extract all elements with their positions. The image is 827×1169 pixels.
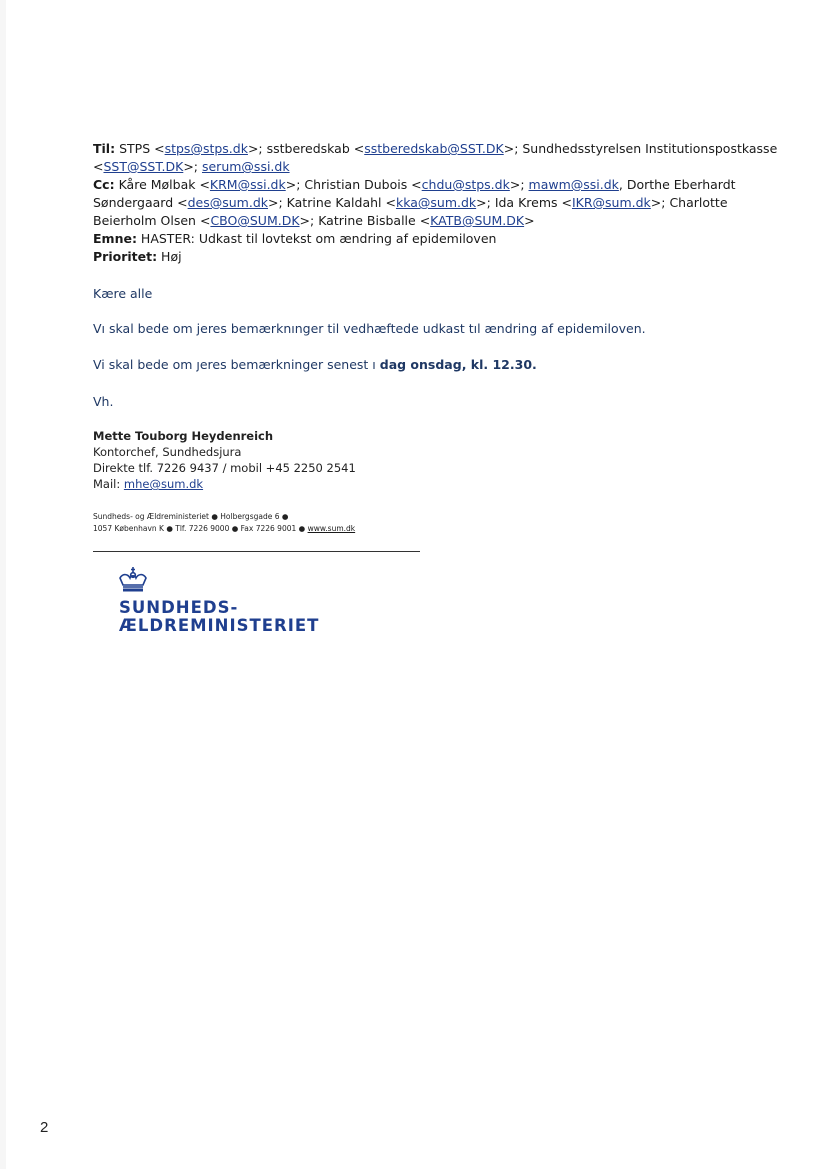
- cc-text: >; Katrine Bisballe <: [299, 213, 431, 228]
- to-email-link[interactable]: SST@SST.DK: [103, 159, 184, 174]
- cc-text: >: [524, 213, 535, 228]
- crown-icon: [117, 566, 149, 594]
- page-number: 2: [40, 1119, 49, 1136]
- cc-line-1: [93, 176, 793, 194]
- to-email-link[interactable]: serum@ssi.dk: [201, 159, 290, 174]
- cc-text: >; Ida Krems <: [476, 195, 572, 210]
- signature-email-link[interactable]: mhe@sum.dk: [123, 477, 204, 491]
- logo-text-line-1: SUNDHEDS-: [119, 598, 239, 617]
- cc-line-2: [93, 194, 793, 212]
- to-line-1: [93, 140, 793, 158]
- to-text: >;: [183, 159, 202, 174]
- to-email-link[interactable]: sstberedskab@SST.DK: [364, 141, 504, 156]
- cc-text: Beierholm Olsen <: [93, 213, 211, 228]
- body-paragraph-2: [93, 356, 537, 374]
- cc-text: Søndergaard <: [93, 195, 188, 210]
- to-email-link[interactable]: stps@stps.dk: [164, 141, 248, 156]
- subject-label: Emne:: [93, 231, 137, 246]
- cc-line-3: [93, 212, 793, 230]
- cc-email-link[interactable]: mawm@ssi.dk: [528, 177, 619, 192]
- to-line-2: [93, 158, 793, 176]
- address-text: 1057 København K ● Tlf. 7226 9000 ● Fax 7226 9001 ●: [93, 524, 308, 533]
- to-text: <: [93, 159, 104, 174]
- deadline-text: dag onsdag, kl. 12.30.: [379, 357, 537, 372]
- to-text: >; sstberedskab <: [247, 141, 365, 156]
- cc-text: Kåre Mølbak <: [114, 177, 210, 192]
- subject-line: [93, 230, 793, 248]
- body-paragraph-1: Vı skal bede om jeres bemærknınger til vedhæftede udkast tıl ændring af epidemiloven.: [93, 321, 646, 336]
- cc-email-link[interactable]: CBO@SUM.DK: [210, 213, 300, 228]
- address-line-1: Sundheds- og Ældreministeriet ● Holbergsgade 6 ●: [93, 512, 289, 521]
- signature-phone: Direkte tlf. 7226 9437 / mobil +45 2250 2541: [93, 461, 356, 475]
- cc-label: Cc:: [93, 177, 115, 192]
- logo-text-line-2: ÆLDREMINISTERIET: [119, 616, 320, 635]
- cc-email-link[interactable]: IKR@sum.dk: [571, 195, 651, 210]
- to-label: Til:: [93, 141, 116, 156]
- cc-text: , Dorthe Eberhardt: [618, 177, 736, 192]
- to-text: >; Sundhedsstyrelsen Institutionspostkasse: [503, 141, 778, 156]
- greeting: Kære alle: [93, 286, 153, 301]
- signature-mail: [93, 476, 203, 492]
- cc-email-link[interactable]: KATB@SUM.DK: [430, 213, 525, 228]
- cc-text: >; Charlotte: [650, 195, 728, 210]
- closing: Vh.: [93, 394, 114, 409]
- priority-text: Høj: [157, 249, 182, 264]
- subject-text: HASTER: Udkast til lovtekst om ændring af epidemiloven: [136, 231, 497, 246]
- mail-label: Mail:: [93, 477, 124, 491]
- body-paragraph-2-text: Vi skal bede om ȷeres bemærkninger senest ı: [93, 357, 380, 372]
- cc-text: >;: [509, 177, 529, 192]
- cc-text: >; Christian Dubois <: [285, 177, 422, 192]
- cc-email-link[interactable]: des@sum.dk: [187, 195, 269, 210]
- address-line-2: [93, 523, 355, 534]
- priority-label: Prioritet:: [93, 249, 158, 264]
- signature-divider: [93, 551, 420, 552]
- priority-line: [93, 248, 793, 266]
- signature-name: Mette Touborg Heydenreich: [93, 429, 274, 443]
- cc-email-link[interactable]: chdu@stps.dk: [421, 177, 510, 192]
- cc-email-link[interactable]: KRM@ssi.dk: [209, 177, 286, 192]
- cc-text: >; Katrine Kaldahl <: [268, 195, 396, 210]
- signature-title: Kontorchef, Sundhedsjura: [93, 445, 242, 459]
- to-text: STPS <: [115, 141, 165, 156]
- website-link[interactable]: www.sum.dk: [307, 524, 356, 533]
- cc-email-link[interactable]: kka@sum.dk: [395, 195, 477, 210]
- page-edge-shadow: [0, 0, 6, 1169]
